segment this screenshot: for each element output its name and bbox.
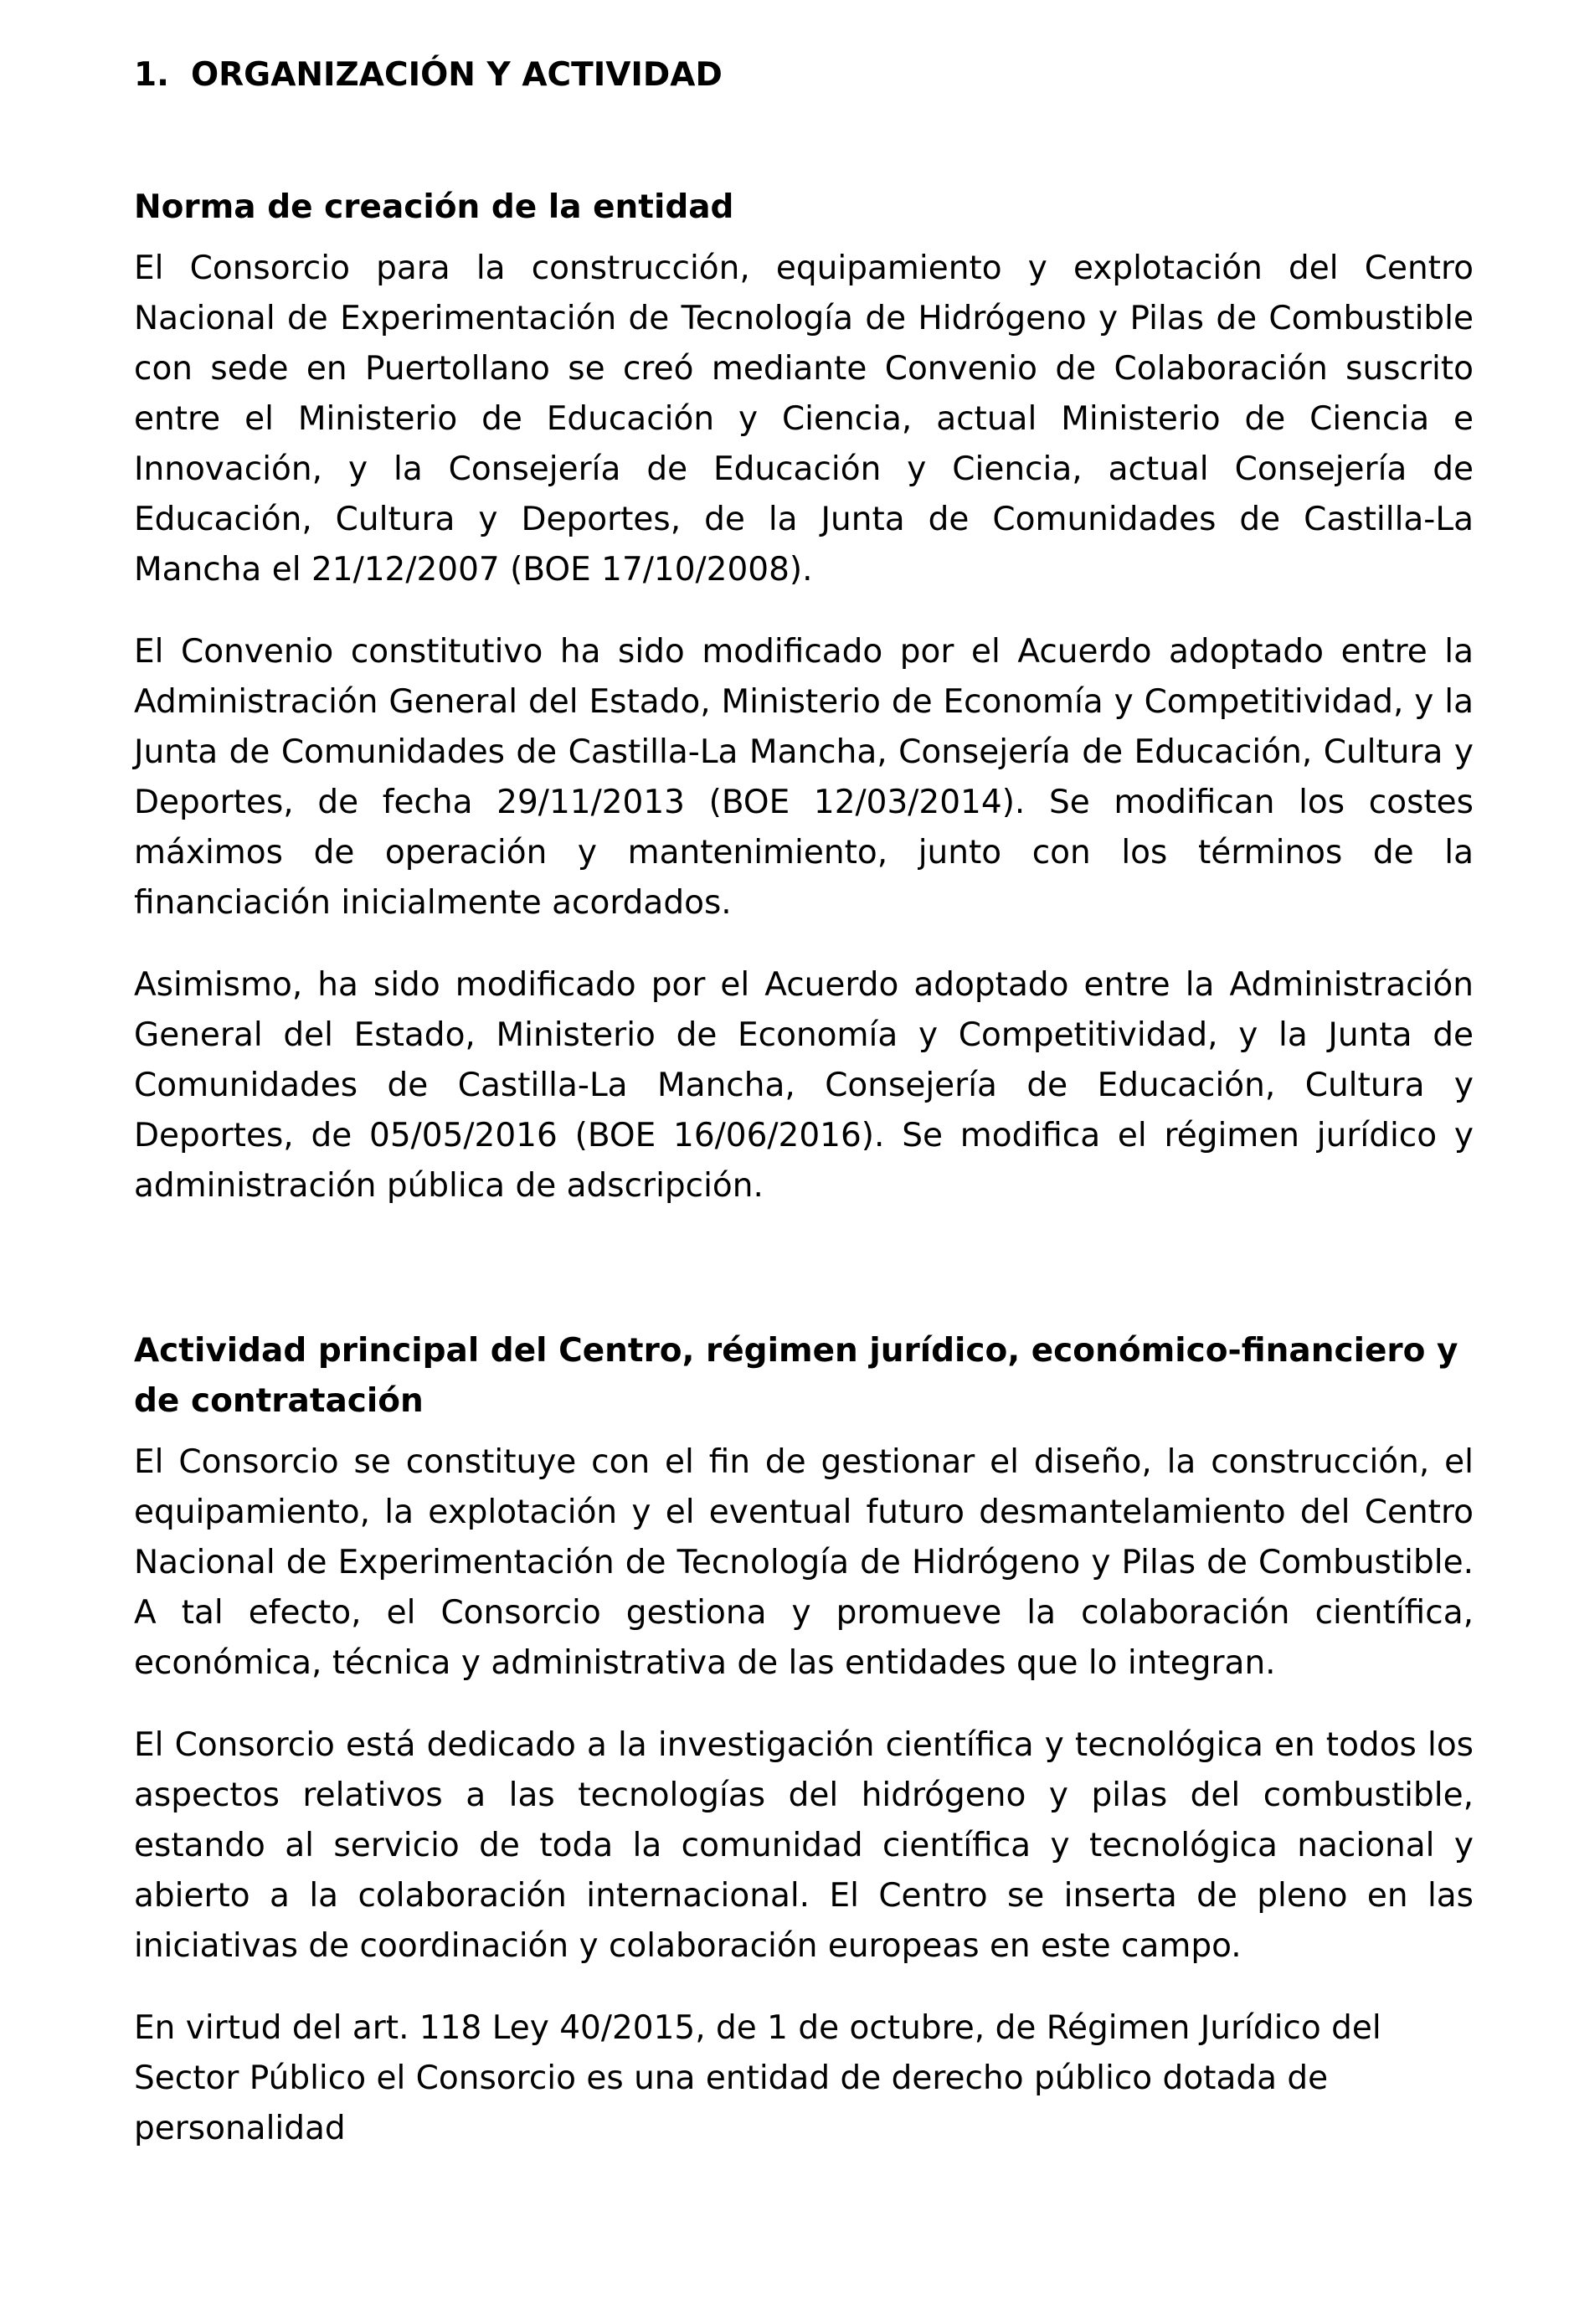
document-page bbox=[134, 50, 1474, 2154]
paragraph-actividad-1: El Consorcio se constituye con el fin de gestionar el diseño, la construcción, el equipamiento, la explotación y el eventual futuro desmantelamiento del Centro Nacional de Experimentación de Tecnología de Hidrógeno y Pilas de Combustible. A tal efecto, el Consorcio gestiona y promueve la colaboración científica, económica, técnica y administrativa de las entidades que lo integran. bbox=[134, 1443, 1474, 1682]
paragraph-norma-1: El Consorcio para la construcción, equipamiento y explotación del Centro Nacional de Experimentación de Tecnología de Hidrógeno y Pilas de Combustible con sede en Puertollano se creó mediante Convenio de Colaboración suscrito entre el Ministerio de Educación y Ciencia, actual Ministerio de Ciencia e Innovación, y la Consejería de Educación y Ciencia, actual Consejería de Educación, Cultura y Deportes, de la Junta de Comunidades de Castilla-La Mancha el 21/12/2007 (BOE 17/10/2008). bbox=[134, 249, 1474, 589]
section-number: 1. bbox=[134, 56, 169, 94]
paragraph-actividad-3: En virtud del art. 118 Ley 40/2015, de 1 de octubre, de Régimen Jurídico del Sector Público el Consorcio es una entidad de derecho público dotada de personalidad bbox=[134, 2009, 1381, 2147]
section-title: ORGANIZACIÓN Y ACTIVIDAD bbox=[191, 56, 723, 94]
paragraph-norma-2: El Convenio constitutivo ha sido modificado por el Acuerdo adoptado entre la Administración General del Estado, Ministerio de Economía y Competitividad, y la Junta de Comunidades de Castilla-La Mancha, Consejería de Educación, Cultura y Deportes, de fecha 29/11/2013 (BOE 12/03/2014). Se modifican los costes máximos de operación y mantenimiento, junto con los términos de la financiación inicialmente acordados. bbox=[134, 633, 1474, 922]
subheading-actividad-principal: Actividad principal del Centro, régimen jurídico, económico-financiero y de contratación bbox=[134, 1332, 1458, 1420]
section-heading bbox=[134, 50, 1474, 100]
paragraph-actividad-2: El Consorcio está dedicado a la investigación científica y tecnológica en todos los aspectos relativos a las tecnologías del hidrógeno y pilas del combustible, estando al servicio de toda la comunidad científica y tecnológica nacional y abierto a la colaboración internacional. El Centro se inserta de pleno en las iniciativas de coordinación y colaboración europeas en este campo. bbox=[134, 1726, 1474, 1965]
paragraph-norma-3: Asimismo, ha sido modificado por el Acuerdo adoptado entre la Administración General del Estado, Ministerio de Economía y Competitividad, y la Junta de Comunidades de Castilla-La Mancha, Consejería de Educación, Cultura y Deportes, de 05/05/2016 (BOE 16/06/2016). Se modifica el régimen jurídico y administración pública de adscripción. bbox=[134, 966, 1474, 1205]
subheading-norma-creacion: Norma de creación de la entidad bbox=[134, 188, 734, 226]
